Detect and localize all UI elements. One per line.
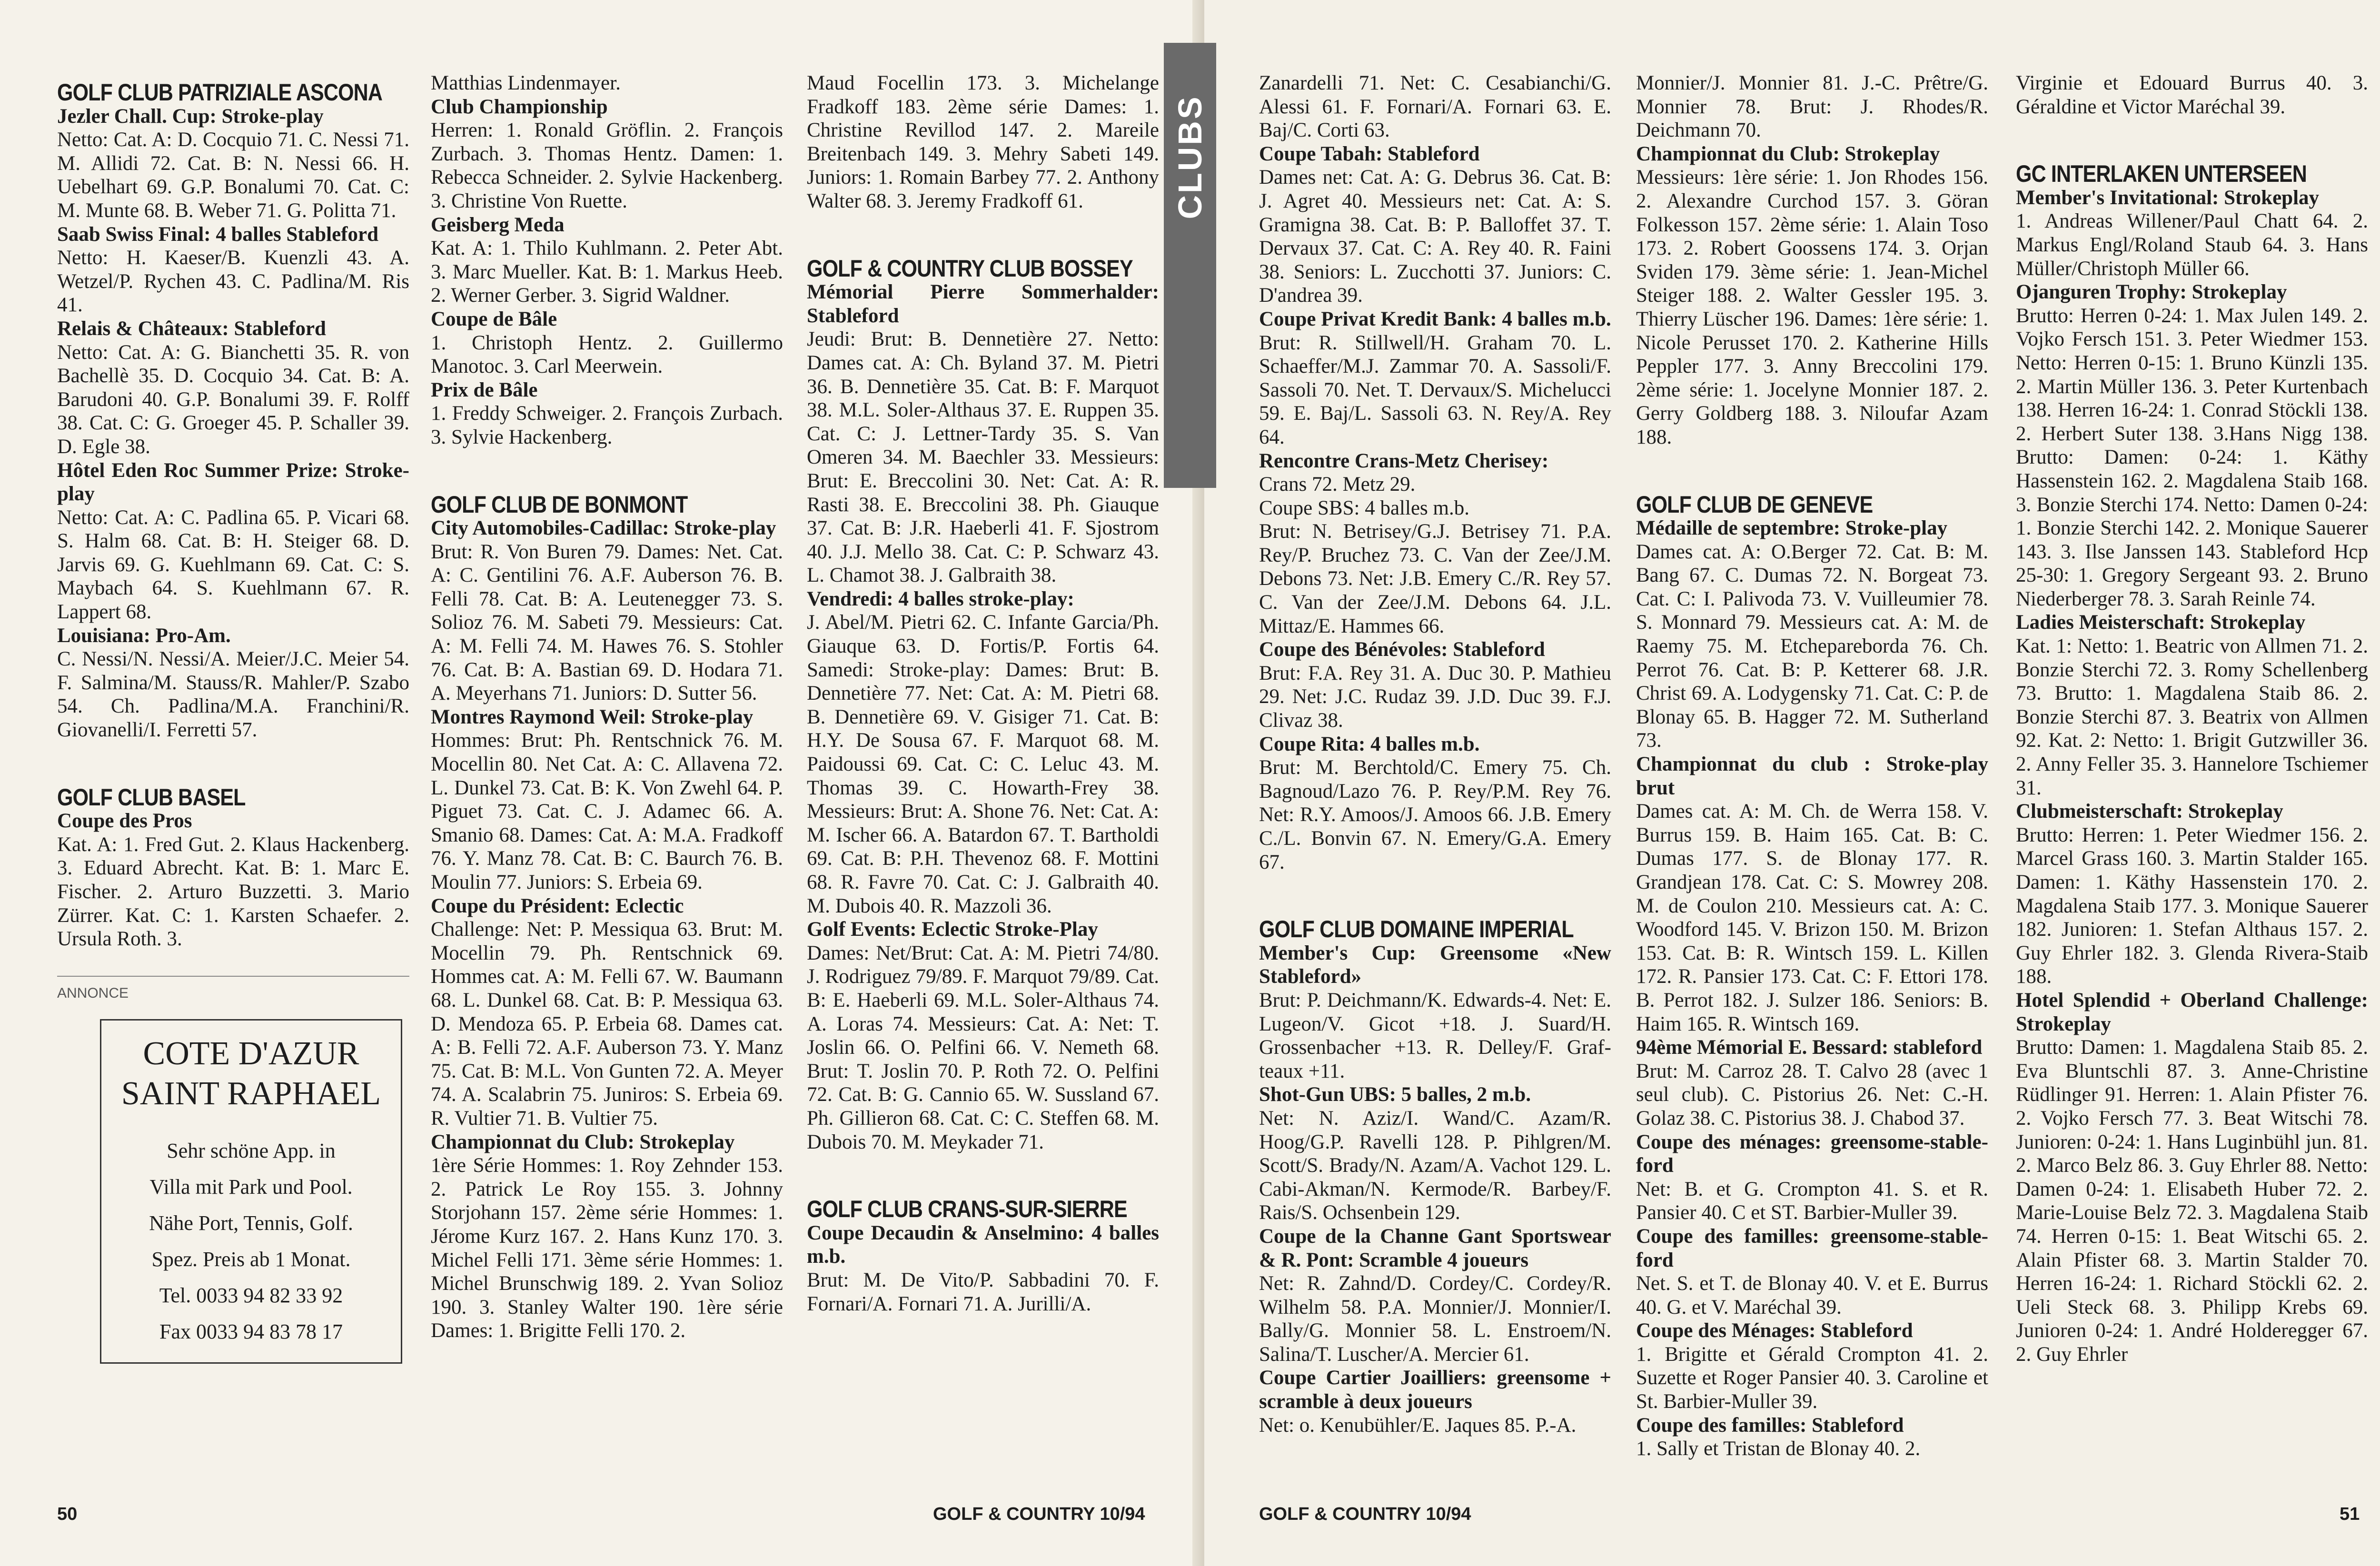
event-heading: Ojanguren Trophy: Strokeplay: [2016, 281, 2287, 304]
results-text: Brut: R. Von Buren 79. Dames: Net. Cat. A: C. Gentilini 76. A.F. Auberson 76. B. Felli 78. Cat. B: A. Leutenegger 73. S. Solioz 76. M. Sabeti 79. Messieurs: Cat. A: M. Felli 74. M. Hawes 76. S. Stohler 76. Cat. B: A. Bastian 69. D. Hodara 71. A. Meyerhans 71. Juniors: D. Sutter 56.: [431, 540, 783, 705]
results-text: 1ère Série Hommes: 1. Roy Zehnder 153. 2. Patrick Le Roy 155. 3. Johnny Storjohann 157. 2ème série Hommes: 1. Jérome Kurz 167. 2. Hans Kunz 170. 3. Michel Felli 171. 3ème série Hommes: 1. Michel Brunschwig 189. 2. Yvan Solioz 190. 3. Stanley Walter 190. 1ère série Dames: 1. Brigitte Felli 170. 2.: [431, 1154, 783, 1342]
results-text: Maud Focellin 173. 3. Michelange Fradkoff 183. 2ème série Dames: 1. Christine Revillod 147. 2. Mareile Breitenbach 149. 3. Mehry Sabeti 149. Juniors: 1. Romain Barbey 77. 2. Anthony Walter 68. 3. Jeremy Fradkoff 61.: [807, 72, 1159, 212]
results-text: Net. S. et T. de Blonay 40. V. et E. Burrus 40. G. et V. Maréchal 39.: [1636, 1272, 1988, 1318]
footer-title-right: GOLF & COUNTRY 10/94: [1259, 1504, 1471, 1524]
club-heading: GOLF CLUB PATRIZIALE ASCONA: [57, 79, 383, 106]
right-page: [1204, 0, 2380, 1566]
event-heading: Vendredi: 4 balles stroke-play:: [807, 587, 1074, 610]
results-text: 1. Brigitte et Gérald Crompton 41. 2. Suzette et Roger Pansier 40. 3. Caroline et St. Barbier-Muller 39.: [1636, 1343, 1988, 1413]
event-heading: Coupe de Bâle: [431, 307, 557, 330]
results-text: Dames: Net/Brut: Cat. A: M. Pietri 74/80. J. Rodriguez 79/89. F. Marquot 79/89. Cat. B: E. Haeberli 69. M.L. Soler-Althaus 74. A. Loras 74. Messieurs: Cat. A: Net: T. Joslin 66. O. Pelfini 66. V. Nemeth 68. Brut: T. Joslin 70. P. Roth 72. O. Pelfini 72. Cat. B: G. Cannio 65. W. Sussland 67. Ph. Gillieron 68. Cat. C: C. Steffen 68. M. Dubois 70. M. Meykader 71.: [807, 942, 1159, 1153]
event-heading: Saab Swiss Final: 4 balles Stableford: [57, 223, 378, 246]
event-heading: Coupe des Ménages: Stableford: [1636, 1319, 1913, 1342]
event-heading: Mémorial Pierre Sommerhalder: Stableford: [807, 281, 1159, 327]
right-column-3: [2016, 71, 2368, 1366]
event-heading: Championnat du Club: Strokeplay: [431, 1130, 735, 1153]
event-heading: Coupe Rita: 4 balles m.b.: [1259, 733, 1480, 755]
left-column-2: [431, 71, 783, 1343]
results-text: 1. Christoph Hentz. 2. Guillermo Manotoc. 3. Carl Meerwein.: [431, 331, 783, 378]
results-text: Messieurs: 1ère série: 1. Jon Rhodes 156. 2. Alexandre Curchod 157. 3. Göran Folkesson 157. 2ème série: 1. Alain Toso 173. 2. Robert Goossens 174. 3. Orjan Sviden 179. 3ème série: 1. Jean-Michel Steiger 188. 2. Walter Gessler 195. 3. Thierry Lüscher 196. Dames: 1ère série: 1. Nicole Perusset 170. 2. Katherine Hills Peppler 177. 3. Anny Breccolini 179. 2ème série: 1. Jocelyne Monnier 187. 2. Gerry Goldberg 188. 3. Niloufar Azam 188.: [1636, 166, 1988, 448]
right-column-2: [1636, 71, 1988, 1461]
event-heading: City Automobiles-Cadillac: Stroke-play: [431, 517, 776, 540]
results-text: Net: R. Zahnd/D. Cordey/C. Cordey/R. Wilhelm 58. P.A. Monnier/J. Monnier/I. Bally/G. Monnier 58. L. Enstroem/N. Salina/T. Luscher/A. Mercier 61.: [1259, 1272, 1611, 1366]
club-heading: GOLF CLUB DE BONMONT: [431, 491, 688, 518]
event-heading: 94ème Mémorial E. Bessard: stableford: [1636, 1036, 1983, 1059]
results-text: Jeudi: Brut: B. Dennetière 27. Netto: Dames cat. A: Ch. Byland 37. M. Pietri 36. B. Dennetière 35. Cat. B: F. Marquot 38. M.L. Soler-Althaus 37. E. Ruppen 35. Cat. C: J. Lettner-Tardy 35. S. Van Omeren 34. M. Baechler 33. Messieurs: Brut: E. Breccolini 30. Net: Cat. A: R. Rasti 38. E. Breccolini 38. Ph. Giauque 37. Cat. B: J.R. Haeberli 41. F. Sjostrom 40. J.J. Mello 38. Cat. C: P. Schwarz 43. L. Chamot 38. J. Galbraith 38.: [807, 328, 1159, 587]
club-heading: GOLF CLUB DOMAINE IMPERIAL: [1259, 916, 1574, 943]
results-text: Netto: Cat. A: C. Padlina 65. P. Vicari 68. S. Halm 68. Cat. B: H. Steiger 68. D. Jarvis 69. G. Kuehlmann 69. Cat. C: S. Maybach 64. S. Kuehlmann 67. R. Lappert 68.: [57, 506, 409, 624]
club-heading: GOLF CLUB CRANS-SUR-SIERRE: [807, 1196, 1127, 1223]
club-heading: GOLF CLUB BASEL: [57, 783, 246, 811]
results-text: Netto: H. Kaeser/B. Kuenzli 43. A. Wetzel/P. Rychen 43. C. Padlina/M. Ris 41.: [57, 247, 409, 317]
section-tab-label: CLUBS: [1171, 95, 1209, 219]
results-text: Dames net: Cat. A: G. Debrus 36. Cat. B: J. Agret 40. Messieurs net: Cat. A: S. Gramigna 38. Cat. B: P. Balloffet 37. T. Dervaux 37. Cat. C: A. Rey 40. R. Faini 38. Seniors: L. Zucchotti 37. Juniors: C. D'andrea 39.: [1259, 166, 1611, 307]
event-heading: Coupe de la Channe Gant Sportswear & R. Pont: Scramble 4 joueurs: [1259, 1225, 1611, 1271]
left-column-1: [57, 71, 409, 1364]
ad-title: COTE D'AZUR: [143, 1035, 359, 1072]
results-text: Dames cat. A: O.Berger 72. Cat. B: M. Bang 67. C. Dumas 72. N. Borgeat 73. Cat. C: I. Palivoda 73. V. Vuilleumier 78. S. Monnard 79. Messieurs cat. A: M. de Raemy 75. M. Etchepareborda 76. Ch. Perrot 76. Cat. B: P. Ketterer 68. J.R. Christ 69. A. Lodygensky 71. Cat. C: P. de Blonay 65. B. Hagger 72. M. Sutherland 73.: [1636, 540, 1988, 752]
event-heading: Coupe Cartier Joailliers: greensome + scramble à deux joueurs: [1259, 1367, 1611, 1413]
ad-line: Nähe Port, Tennis, Golf.: [149, 1211, 353, 1235]
event-heading: Championnat du club : Stroke-play brut: [1636, 753, 1988, 799]
results-text: Brutto: Herren: 1. Peter Wiedmer 156. 2. Marcel Grass 160. 3. Martin Stalder 165. Damen: 1. Käthy Hassenstein 170. 2. Magdalena Staib 177. 3. Monique Sauerer 182. Junioren: 1. Stefan Althaus 157. 2. Guy Ehrler 182. 3. Glenda Rivera-Staib 188.: [2016, 823, 2368, 988]
event-heading: Rencontre Crans-Metz Cherisey:: [1259, 449, 1549, 472]
ad-spacer: [111, 1114, 391, 1133]
results-text: Netto: Cat. A: G. Bianchetti 35. R. von Bachellè 35. D. Cocquio 34. Cat. B: A. Barudoni 40. G.P. Bonalumi 39. F. Rolff 38. Cat. C: G. Groeger 45. P. Schaller 39. D. Egle 38.: [57, 341, 409, 458]
results-text: Dames cat. A: M. Ch. de Werra 158. V. Burrus 159. B. Haim 165. Cat. B: C. Dumas 177. S. de Blonay 177. R. Grandjean 178. Cat. C: S. Mowrey 208. M. de Coulon 210. Messieurs cat. A: C. Woodford 145. V. Brizon 150. M. Brizon 153. Cat. B: R. Wintsch 159. L. Killen 172. R. Pansier 173. Cat. C: F. Ettori 178. B. Perrot 182. J. Sulzer 186. Seniors: B. Haim 165. R. Wintsch 169.: [1636, 800, 1988, 1035]
club-heading: GC INTERLAKEN UNTERSEEN: [2016, 160, 2307, 188]
event-heading: Jezler Chall. Cup: Stroke-play: [57, 105, 324, 128]
event-heading: Ladies Meisterschaft: Strokeplay: [2016, 611, 2306, 634]
event-heading: Coupe Decaudin & Anselmino: 4 balles m.b.: [807, 1221, 1159, 1268]
results-text: Brut: F.A. Rey 31. A. Duc 30. P. Mathieu 29. Net: J.C. Rudaz 39. J.D. Duc 39. F.J. Clivaz 38.: [1259, 662, 1611, 732]
results-text: Matthias Lindenmayer.: [431, 72, 621, 94]
results-text: Kat. A: 1. Thilo Kuhlmann. 2. Peter Abt. 3. Marc Mueller. Kat. B: 1. Markus Heeb. 2. Werner Gerber. 3. Sigrid Waldner.: [431, 237, 783, 307]
club-heading: GOLF CLUB DE GENEVE: [1636, 491, 1873, 518]
event-heading: Coupe du Président: Eclectic: [431, 894, 684, 917]
results-text: J. Abel/M. Pietri 62. C. Infante Garcia/Ph. Giauque 63. D. Fortis/P. Fortis 64. Samedi: Stroke-play: Dames: Brut: B. Dennetière 77. Net: Cat. A: M. Pietri 68. B. Dennetière 69. V. Gisiger 71. Cat. B: H.Y. De Sousa 67. F. Marquot 68. M. Paidoussi 69. Cat. C: C. Leluc 43. M. Thomas 39. C. Howarth-Frey 38. Messieurs: Brut: A. Shone 76. Net: Cat. A: M. Ischer 66. A. Batardon 67. T. Bartholdi 69. Cat. B: P.H. Thevenoz 68. F. Mottini 68. R. Favre 70. Cat. C: J. Galbraith 40. M. Dubois 40. R. Mazzoli 36.: [807, 611, 1159, 917]
event-heading: Hôtel Eden Roc Summer Prize: Stroke-play: [57, 459, 409, 505]
event-heading: Coupe des Pros: [57, 810, 192, 833]
results-text: Brutto: Herren 0-24: 1. Max Julen 149. 2. Vojko Fersch 151. 3. Peter Wiedmer 153. Netto: Herren 0-15: 1. Bruno Künzli 135. 2. Martin Müller 136. 3. Peter Kurtenbach 138. Herren 16-24: 1. Conrad Stöckli 138. 2. Herbert Suter 138. 3.Hans Nigg 138. Brutto: Damen: 0-24: 1. Käthy Hassenstein 162. 2. Magdalena Staib 168. 3. Bonzie Sterchi 174. Netto: Damen 0-24: 1. Bonzie Sterchi 142. 2. Monique Sauerer 143. 3. Ilse Janssen 143. Stableford Hcp 25-30: 1. Gregory Sergeant 93. 2. Bruno Niederberger 78. 3. Sarah Reinle 74.: [2016, 304, 2368, 610]
results-text: Net: N. Aziz/I. Wand/C. Azam/R. Hoog/G.P. Ravelli 128. P. Pihlgren/M. Scott/S. Brady/N. Azam/A. Vachot 129. L. Cabi-Akman/N. Kermode/R. Barbey/F. Rais/S. Ochsenbein 129.: [1259, 1107, 1611, 1224]
results-text: Brut: P. Deichmann/K. Edwards-4. Net: E. Lugeon/V. Gicot +18. J. Suard/H. Grossenbacher +13. R. Delley/F. Graf-teaux +11.: [1259, 989, 1611, 1082]
club-heading: GOLF & COUNTRY CLUB BOSSEY: [807, 255, 1133, 282]
results-text: Hommes: Brut: Ph. Rentschnick 76. M. Mocellin 80. Net Cat. A: C. Allavena 72. L. Dunkel 73. Cat. B: K. Von Zwehl 64. P. Piguet 73. Cat. C. J. Adamec 66. A. Smanio 68. Dames: Cat. A: M.A. Fradkoff 76. Y. Manz 78. Cat. B: C. Baurch 76. B. Moulin 77. Juniors: S. Erbeia 69.: [431, 729, 783, 893]
event-heading: Coupe des familles: Stableford: [1636, 1414, 1904, 1437]
ad-subtitle: SAINT RAPHAEL: [121, 1075, 381, 1112]
event-heading: Championnat du Club: Strokeplay: [1636, 142, 1940, 165]
results-text: Brutto: Damen: 1. Magdalena Staib 85. 2. Eva Bluntschli 87. 3. Anne-Christine Rüdlinger 91. Herren: 1. Alain Pfister 76. 2. Vojko Fersch 77. 3. Beat Witschi 78. Junioren: 0-24: 1. Hans Luginbühl jun. 81. 2. Marco Belz 86. 3. Guy Ehrler 88. Netto: Damen 0-24: 1. Elisabeth Huber 72. 2. Marie-Louise Belz 72. 3. Magdalena Staib 74. Herren 0-15: 1. Beat Witschi 65. 2. Alain Pfister 68. 3. Martin Stalder 70. Herren 16-24: 1. Richard Stöckli 62. 2. Ueli Steck 68. 3. Philipp Krebs 69. Junioren 0-24: 1. André Holderegger 67. 2. Guy Ehrler: [2016, 1036, 2368, 1366]
results-text: C. Nessi/N. Nessi/A. Meier/J.C. Meier 54. F. Salmina/M. Stauss/R. Mahler/P. Szabo 54. Ch. Padlina/M.A. Franchini/R. Giovanelli/I. Ferretti 57.: [57, 648, 409, 742]
left-column-3: [807, 71, 1159, 1316]
event-heading: Coupe Tabah: Stableford: [1259, 142, 1480, 165]
annonce-label: ANNONCE: [57, 976, 409, 1005]
results-text: Kat. A: 1. Fred Gut. 2. Klaus Hackenberg. 3. Eduard Abrecht. Kat. B: 1. Marc E. Fischer. 2. Arturo Buzzetti. 3. Mario Zürrer. Kat. C: 1. Karsten Schaefer. 2. Ursula Roth. 3.: [57, 833, 409, 951]
results-text: Kat. 1: Netto: 1. Beatric von Allmen 71. 2. Bonzie Sterchi 72. 3. Romy Schellenberg 73. Brutto: 1. Magdalena Staib 86. 2. Bonzie Sterchi 87. 3. Beatrix von Allmen 92. Kat. 2: Netto: 1. Brigit Gutzwiller 36. 2. Anny Feller 35. 3. Hannelore Tschiemer 31.: [2016, 635, 2368, 799]
page-number-right: 51: [2340, 1504, 2360, 1524]
event-heading: Louisiana: Pro-Am.: [57, 624, 231, 647]
results-text: Challenge: Net: P. Messiqua 63. Brut: M. Mocellin 79. Ph. Rentschnick 69. Hommes cat. A: M. Felli 67. W. Baumann 68. L. Dunkel 68. Cat. B: P. Messiqua 63. D. Mendoza 65. P. Erbeia 68. Dames cat. A: B. Felli 72. A.F. Auberson 73. Y. Manz 75. Cat. B: M.L. Von Gunten 72. A. Meyer 74. A. Scalabrin 75. Juniros: S. Erbeia 69. R. Vultier 71. B. Vultier 75.: [431, 918, 783, 1130]
event-heading: Coupe des Bénévoles: Stableford: [1259, 638, 1545, 661]
event-heading: Member's Invitational: Strokeplay: [2016, 186, 2320, 209]
results-text: Virginie et Edouard Burrus 40. 3. Géraldine et Victor Maréchal 39.: [2016, 72, 2368, 118]
footer-title-left: GOLF & COUNTRY 10/94: [933, 1504, 1145, 1524]
ad-line: Villa mit Park und Pool.: [149, 1175, 353, 1199]
event-heading: Montres Raymond Weil: Stroke-play: [431, 705, 754, 728]
results-text: Net: B. et G. Crompton 41. S. et R. Pansier 40. C et ST. Barbier-Muller 39.: [1636, 1178, 1988, 1224]
results-text: Monnier/J. Monnier 81. J.-C. Prêtre/G. Monnier 78. Brut: J. Rhodes/R. Deichmann 70.: [1636, 72, 1988, 142]
event-heading: Coupe des familles: greensome-stable-ford: [1636, 1225, 1988, 1271]
ad-line: Spez. Preis ab 1 Monat.: [151, 1248, 351, 1271]
results-text: Zanardelli 71. Net: C. Cesabianchi/G. Alessi 61. F. Fornari/A. Fornari 63. E. Baj/C. Corti 63.: [1259, 72, 1611, 142]
results-text: Brut: M. De Vito/P. Sabbadini 70. F. Fornari/A. Fornari 71. A. Jurilli/A.: [807, 1269, 1159, 1315]
event-heading: Hotel Splendid + Oberland Challenge: Strokeplay: [2016, 989, 2368, 1035]
ad-fax: Fax 0033 94 83 78 17: [159, 1320, 343, 1344]
results-text: Netto: Cat. A: D. Cocquio 71. C. Nessi 71. M. Allidi 72. Cat. B: N. Nessi 66. H. Uebelhart 69. G.P. Bonalumi 70. Cat. C: M. Munte 68. B. Weber 71. G. Politta 71.: [57, 129, 409, 222]
results-text: Net: o. Kenubühler/E. Jaques 85. P.-A.: [1259, 1414, 1577, 1437]
event-heading: Golf Events: Eclectic Stroke-Play: [807, 918, 1098, 941]
results-text: Brut: N. Betrisey/G.J. Betrisey 71. P.A. Rey/P. Bruchez 73. C. Van der Zee/J.M. Debons 73. Net: J.B. Emery C./R. Rey 57. C. Van der Zee/J.M. Debons 64. J.L. Mittaz/E. Hammes 66.: [1259, 520, 1611, 637]
event-heading: Member's Cup: Greensome «New Stableford»: [1259, 942, 1611, 988]
ad-line: Sehr schöne App. in: [167, 1139, 336, 1163]
results-text: 1. Sally et Tristan de Blonay 40. 2.: [1636, 1437, 1921, 1460]
event-heading: Coupe des ménages: greensome-stable-ford: [1636, 1130, 1988, 1177]
results-text: Brut: M. Carroz 28. T. Calvo 28 (avec 1 seul club). C. Pistorius 26. Net: C.-H. Golaz 38. C. Pistorius 38. J. Chabod 37.: [1636, 1060, 1988, 1130]
event-heading: Relais & Châteaux: Stableford: [57, 317, 326, 340]
results-text: 1. Freddy Schweiger. 2. François Zurbach. 3. Sylvie Hackenberg.: [431, 402, 783, 448]
event-heading: Shot-Gun UBS: 5 balles, 2 m.b.: [1259, 1083, 1531, 1106]
ad-tel: Tel. 0033 94 82 33 92: [159, 1284, 343, 1308]
results-text: Brut: R. Stillwell/H. Graham 70. L. Schaeffer/M.J. Zammar 70. A. Sassoli/F. Sassoli 70. Net. T. Dervaux/S. Michelucci 59. E. Baj/L. Sassoli 63. N. Rey/A. Rey 64.: [1259, 331, 1611, 448]
results-text: Crans 72. Metz 29.: [1259, 473, 1416, 496]
event-heading: Médaille de septembre: Stroke-play: [1636, 517, 1948, 540]
page-number-left: 50: [57, 1504, 78, 1524]
event-heading: Clubmeisterschaft: Strokeplay: [2016, 800, 2283, 823]
event-heading: Prix de Bâle: [431, 378, 538, 401]
event-heading: Club Championship: [431, 95, 608, 118]
results-text: Brut: M. Berchtold/C. Emery 75. Ch. Bagnoud/Lazo 76. P. Rey/P.M. Rey 76. Net: R.Y. Amoos/J. Amoos 66. J.B. Emery C./L. Bonvin 67. N. Emery/G.A. Emery 67.: [1259, 756, 1611, 873]
section-tab-clubs: [1164, 43, 1216, 488]
event-heading: Geisberg Meda: [431, 213, 565, 236]
advertisement-box: [100, 1019, 402, 1364]
right-column-1: [1259, 71, 1611, 1437]
results-text: 1. Andreas Willener/Paul Chatt 64. 2. Markus Engl/Roland Staub 64. 3. Hans Müller/Christoph Müller 66.: [2016, 210, 2368, 280]
results-text: Coupe SBS: 4 balles m.b.: [1259, 496, 1469, 519]
event-heading: Coupe Privat Kredit Bank: 4 balles m.b.: [1259, 307, 1611, 330]
results-text: Herren: 1. Ronald Gröflin. 2. François Zurbach. 3. Thomas Hentz. Damen: 1. Rebecca Schneider. 2. Sylvie Hackenberg. 3. Christine Von Ruette.: [431, 119, 783, 212]
